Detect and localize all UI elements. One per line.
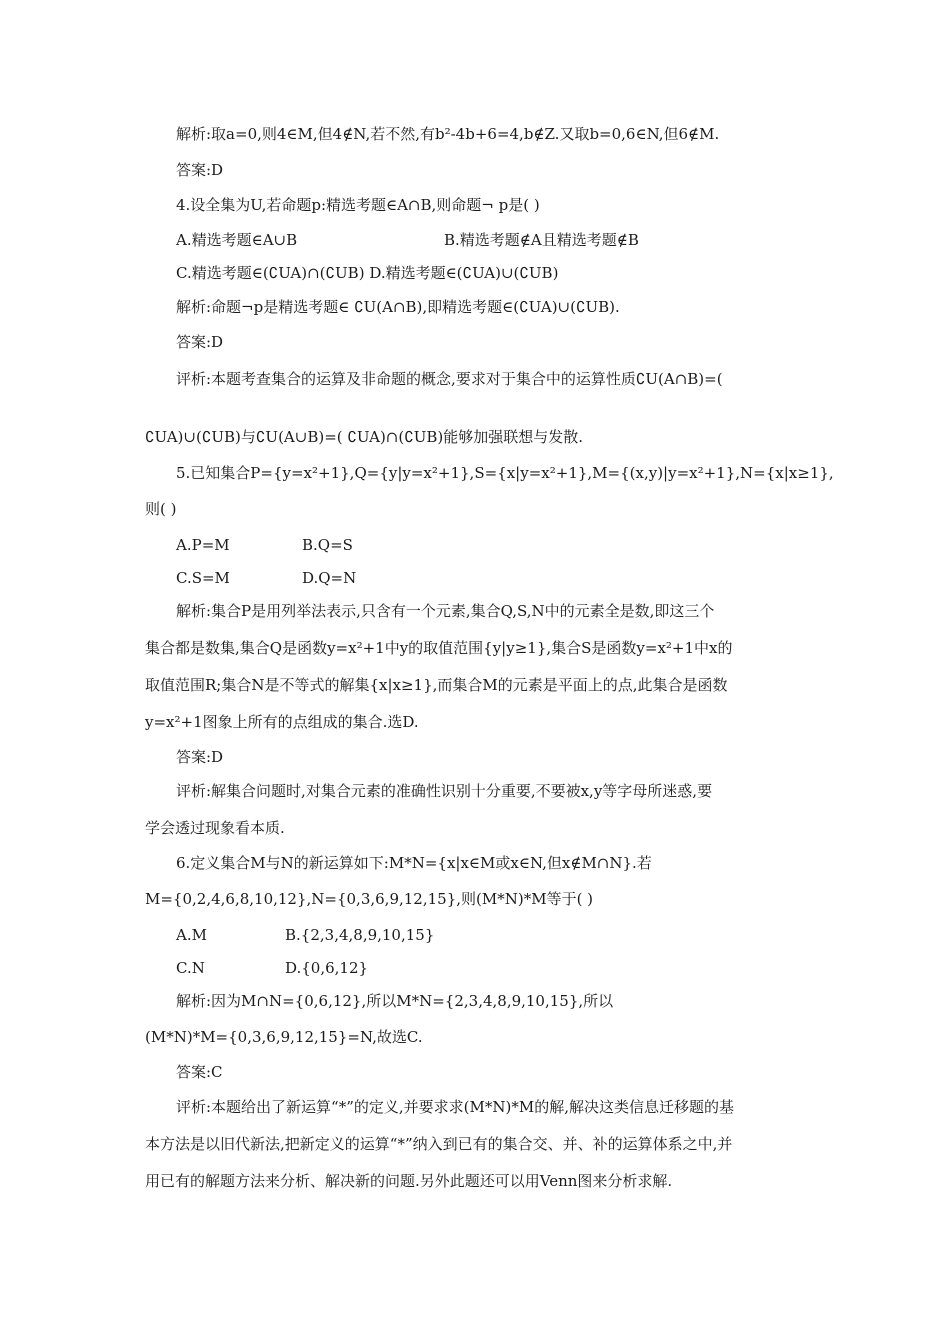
comment-4-line1: 评析:本题考查集合的运算及非命题的概念,要求对于集合中的运算性质∁U(A∩B)=( bbox=[176, 370, 723, 388]
answer-6: 答案:C bbox=[176, 1063, 223, 1081]
q4-option-b: B.精选考题∉A且精选考题∉B bbox=[444, 231, 639, 249]
q5-option-c: C.S=M bbox=[176, 569, 230, 587]
solution-6-line1: 解析:因为M∩N={0,6,12},所以M*N={2,3,4,8,9,10,15},所以 bbox=[176, 992, 614, 1010]
comment-5-line1: 评析:解集合问题时,对集合元素的准确性识别十分重要,不要被x,y等字母所迷惑,要 bbox=[176, 782, 713, 800]
solution-3: 解析:取a=0,则4∈M,但4∉N,若不然,有b²-4b+6=4,b∉Z.又取b=0,6∈N,但6∉M. bbox=[176, 125, 720, 143]
q6-option-d: D.{0,6,12} bbox=[285, 959, 369, 977]
answer-5: 答案:D bbox=[176, 748, 224, 766]
solution-6-line2: (M*N)*M={0,3,6,9,12,15}=N,故选C. bbox=[145, 1028, 423, 1046]
solution-5-line4: y=x²+1图象上所有的点组成的集合.选D. bbox=[145, 713, 419, 731]
q4-option-a: A.精选考题∈A∪B bbox=[176, 231, 298, 249]
comment-6-line3: 用已有的解题方法来分析、解决新的问题.另外此题还可以用Venn图来分析求解. bbox=[145, 1172, 673, 1190]
question-6: 6.定义集合M与N的新运算如下:M*N={x|x∈M或x∈N,但x∉M∩N}.若 bbox=[176, 854, 652, 872]
answer-3: 答案:D bbox=[176, 161, 224, 179]
question-5-cont: 则( ) bbox=[145, 500, 177, 518]
question-4: 4.设全集为U,若命题p:精选考题∈A∩B,则命题¬ p是( ) bbox=[176, 196, 540, 214]
comment-6-line2: 本方法是以旧代新法,把新定义的运算“*”纳入到已有的集合交、并、补的运算体系之中,并 bbox=[145, 1135, 733, 1153]
q6-option-c: C.N bbox=[176, 959, 205, 977]
q6-option-a: A.M bbox=[176, 926, 207, 944]
q5-option-a: A.P=M bbox=[176, 536, 230, 554]
question-5: 5.已知集合P={y=x²+1},Q={y|y=x²+1},S={x|y=x²+1},M={(x,y)|y=x²+1},N={x|x≥1}, bbox=[176, 464, 834, 482]
solution-5-line3: 取值范围R;集合N是不等式的解集{x|x≥1},而集合M的元素是平面上的点,此集合是函数 bbox=[145, 676, 728, 694]
answer-4: 答案:D bbox=[176, 333, 224, 351]
solution-5-line2: 集合都是数集,集合Q是函数y=x²+1中y的取值范围{y|y≥1},集合S是函数y=x²+1中x的 bbox=[145, 639, 733, 657]
solution-5-line1: 解析:集合P是用列举法表示,只含有一个元素,集合Q,S,N中的元素全是数,即这三个 bbox=[176, 602, 715, 620]
question-6-cont: M={0,2,4,6,8,10,12},N={0,3,6,9,12,15},则(M*N)*M等于( ) bbox=[145, 890, 594, 908]
solution-4: 解析:命题¬p是精选考题∈ ∁U(A∩B),即精选考题∈(∁UA)∪(∁UB). bbox=[176, 298, 620, 316]
q6-option-b: B.{2,3,4,8,9,10,15} bbox=[285, 926, 435, 944]
comment-5-line2: 学会透过现象看本质. bbox=[145, 819, 285, 837]
q5-option-d: D.Q=N bbox=[302, 569, 357, 587]
q5-option-b: B.Q=S bbox=[302, 536, 353, 554]
q4-options-cd: C.精选考题∈(∁UA)∩(∁UB) D.精选考题∈(∁UA)∪(∁UB) bbox=[176, 264, 559, 282]
comment-4-line2: ∁UA)∪(∁UB)与∁U(A∪B)=( ∁UA)∩(∁UB)能够加强联想与发散. bbox=[145, 428, 584, 446]
comment-6-line1: 评析:本题给出了新运算“*”的定义,并要求求(M*N)*M的解,解决这类信息迁移题的基 bbox=[176, 1098, 734, 1116]
